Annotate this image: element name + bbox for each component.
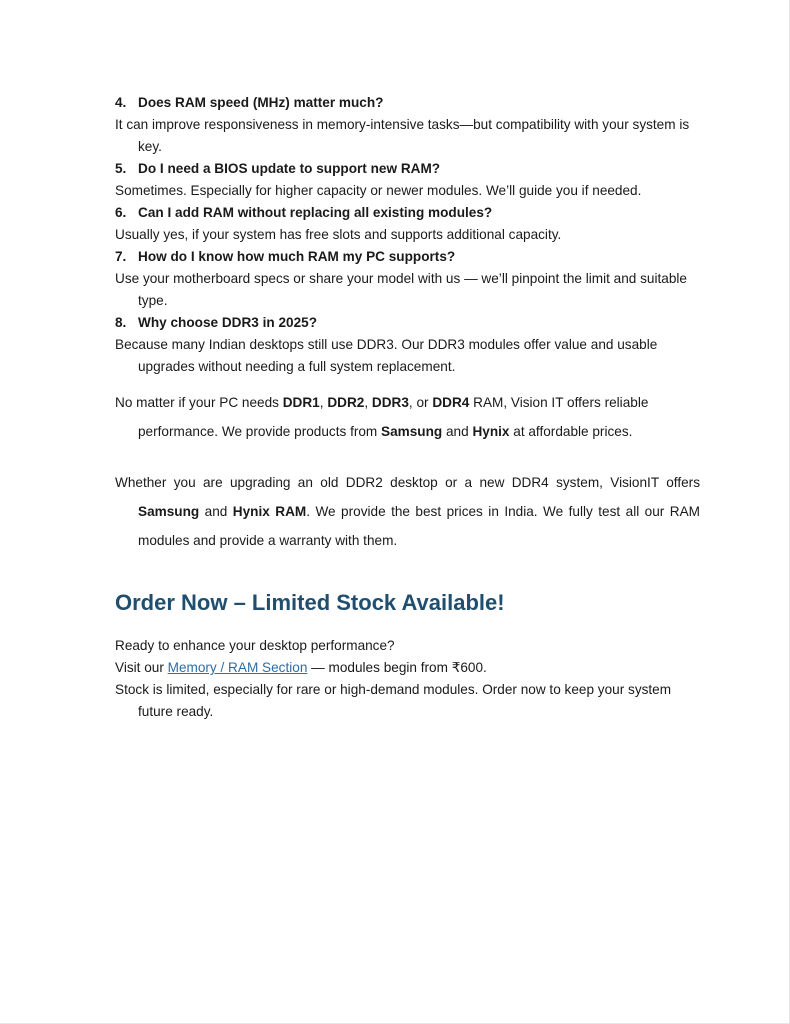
order-heading: Order Now – Limited Stock Available! <box>115 590 505 615</box>
faq-item <box>115 92 700 158</box>
ddr-support-paragraph <box>115 388 700 446</box>
memory-ram-section-link[interactable]: Memory / RAM Section <box>167 660 308 675</box>
faq-number: 5. <box>115 161 127 176</box>
faq-answer: Because many Indian desktops still use DDR3. Our DDR3 modules offer value and usable upgrades without needing a full system replacement. <box>115 337 658 374</box>
faq-question <box>115 92 700 114</box>
faq-answer: It can improve responsiveness in memory-intensive tasks—but compatibility with your system is key. <box>115 117 690 154</box>
text-run: — modules begin from ₹600. <box>307 660 487 675</box>
order-stock-line: Stock is limited, especially for rare or high-demand modules. Order now to keep your system future ready. <box>115 682 672 719</box>
ddr3-label: DDR3 <box>371 395 409 410</box>
order-line: Ready to enhance your desktop performance? <box>115 638 395 653</box>
order-visit-line <box>115 657 700 679</box>
hynix-ram-label: Hynix RAM <box>232 504 307 519</box>
text-run: RAM, Vision IT offers reliable performance. We provide products from <box>138 395 649 439</box>
text-run: . We provide the best prices in India. We fully test all our RAM modules and provide a warranty with them. <box>138 504 700 548</box>
faq-item <box>115 312 700 378</box>
faq-answer: Usually yes, if your system has free slots and supports additional capacity. <box>115 227 562 242</box>
hynix-label: Hynix <box>472 424 510 439</box>
text-run: and <box>199 504 233 519</box>
visionit-paragraph <box>115 468 700 555</box>
ddr2-label: DDR2 <box>327 395 365 410</box>
text-run: and <box>442 424 473 439</box>
ddr4-label: DDR4 <box>432 395 470 410</box>
document-content <box>115 92 700 723</box>
faq-question <box>115 246 700 268</box>
text-run: Visit our <box>115 660 168 675</box>
faq-question-text: Why choose DDR3 in 2025? <box>138 315 318 330</box>
faq-item <box>115 202 700 246</box>
samsung-label: Samsung <box>138 504 200 519</box>
faq-number: 6. <box>115 205 127 220</box>
faq-question-text: Does RAM speed (MHz) matter much? <box>138 95 384 110</box>
faq-question <box>115 312 700 334</box>
text-run: Whether you are upgrading an old DDR2 desktop or a new DDR4 system, VisionIT offers <box>115 475 700 490</box>
samsung-label: Samsung <box>381 424 443 439</box>
text-run: , or <box>408 395 433 410</box>
text-run: , <box>364 395 372 410</box>
faq-number: 8. <box>115 315 127 330</box>
text-run: at affordable prices. <box>509 424 633 439</box>
faq-question <box>115 202 700 224</box>
faq-number: 7. <box>115 249 127 264</box>
faq-answer: Use your motherboard specs or share your model with us — we’ll pinpoint the limit and suitable type. <box>115 271 687 308</box>
text-run: , <box>319 395 328 410</box>
faq-item <box>115 158 700 202</box>
faq-question-text: How do I know how much RAM my PC supports? <box>138 249 456 264</box>
faq-question-text: Can I add RAM without replacing all existing modules? <box>138 205 493 220</box>
faq-number: 4. <box>115 95 127 110</box>
faq-question-text: Do I need a BIOS update to support new RAM? <box>138 161 441 176</box>
faq-question <box>115 158 700 180</box>
ddr1-label: DDR1 <box>282 395 320 410</box>
text-run: No matter if your PC needs <box>115 395 283 410</box>
faq-item <box>115 246 700 312</box>
faq-answer: Sometimes. Especially for higher capacity or newer modules. We’ll guide you if needed. <box>115 183 642 198</box>
